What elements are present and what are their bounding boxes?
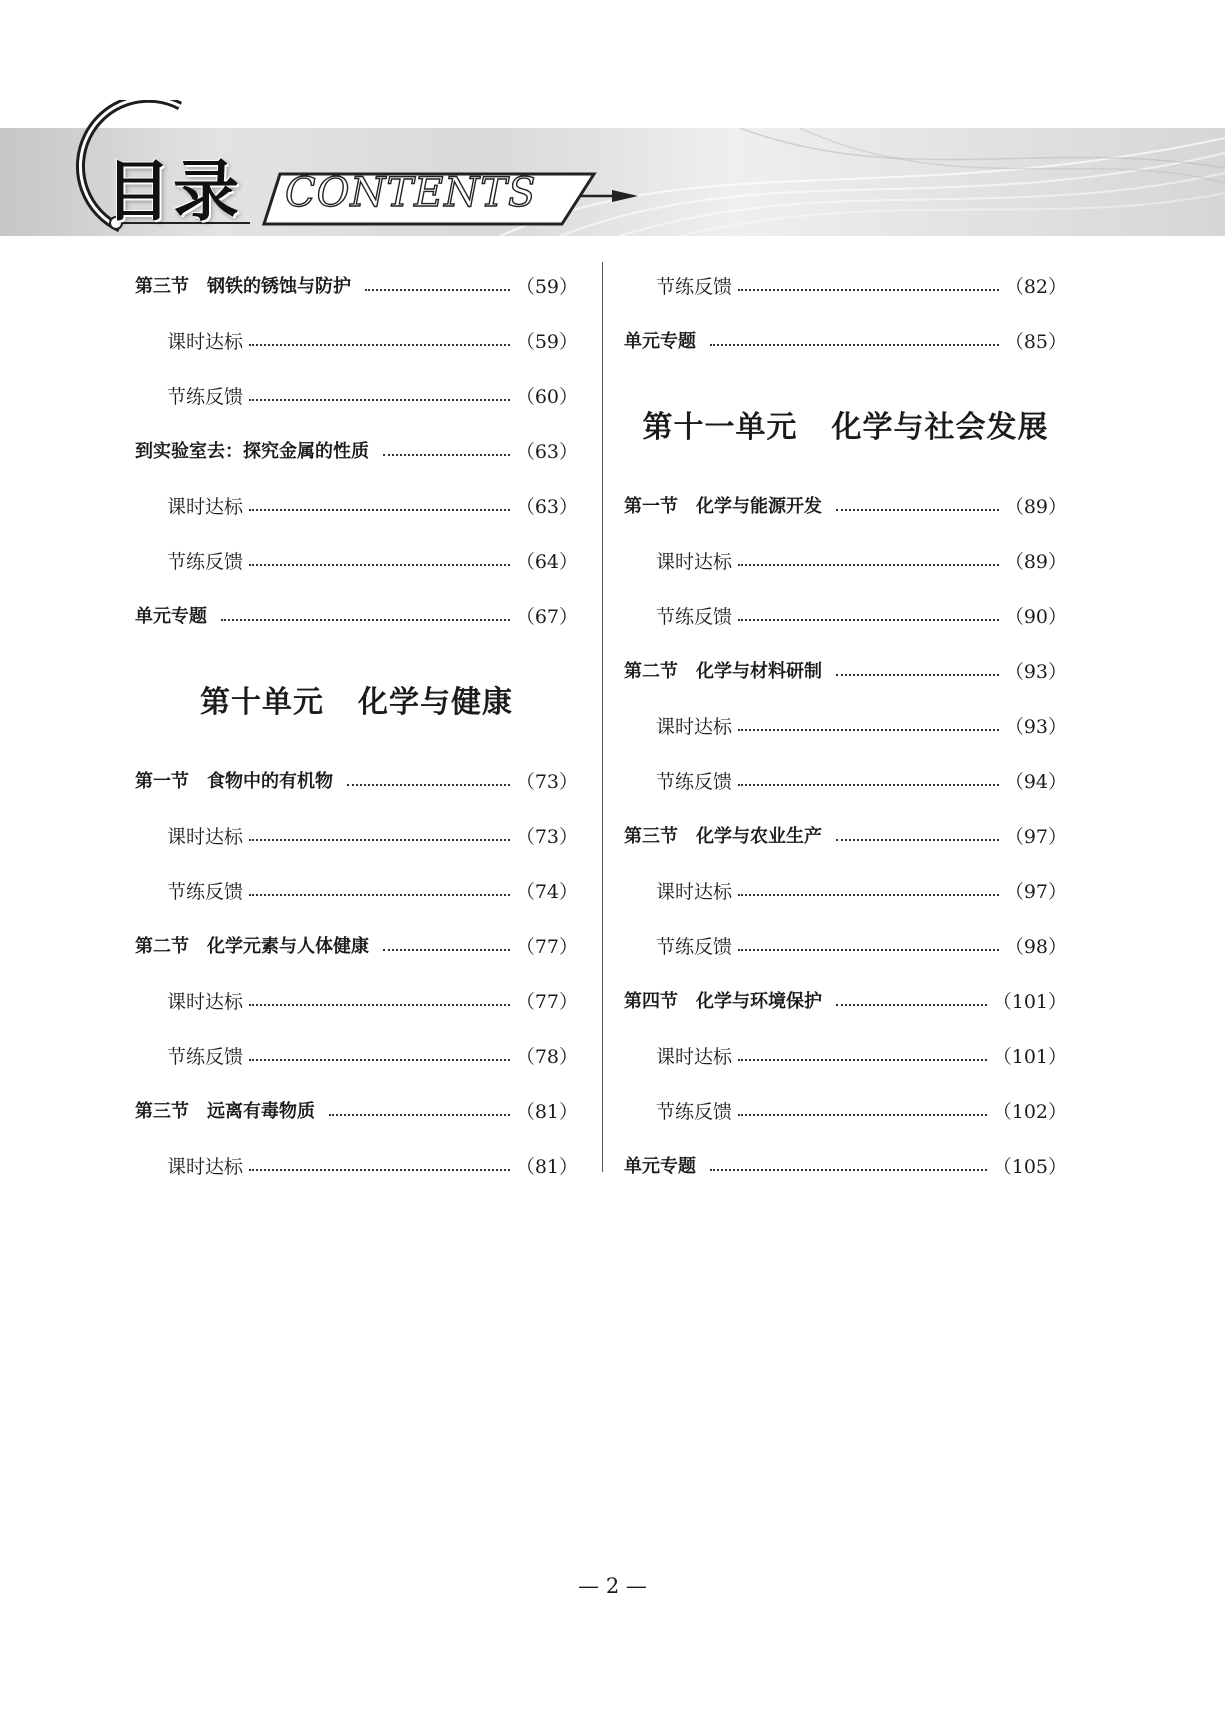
toc-right-column	[624, 259, 1067, 1194]
toc-page-number: （97）	[1004, 880, 1067, 903]
unit-number: 第十单元	[200, 685, 324, 720]
toc-entry-label: 节练反馈	[656, 275, 733, 298]
toc-entry-label: 课时达标	[656, 880, 733, 903]
toc-page-number: （67）	[515, 605, 578, 628]
dot-leader	[710, 1168, 987, 1171]
toc-section-entry[interactable]	[135, 259, 578, 314]
toc-subentry[interactable]	[135, 369, 578, 424]
toc-entry-label: 节练反馈	[167, 550, 244, 573]
unit-heading-11	[624, 369, 1067, 479]
toc-subentry[interactable]	[135, 809, 578, 864]
unit-number: 第十一单元	[642, 410, 798, 445]
dot-leader	[836, 508, 999, 511]
dot-leader	[738, 893, 999, 896]
toc-right-group-2	[624, 479, 1067, 1194]
toc-page-number: （98）	[1004, 935, 1067, 958]
dot-leader	[329, 1113, 510, 1116]
toc-subentry[interactable]	[135, 974, 578, 1029]
toc-entry-label: 第一节 食物中的有机物	[135, 770, 333, 792]
dot-leader	[249, 1168, 510, 1171]
toc-entry-label: 第四节 化学与环境保护	[624, 990, 822, 1012]
toc-entry-label: 节练反馈	[656, 605, 733, 628]
toc-subentry[interactable]	[624, 864, 1067, 919]
toc-section-entry[interactable]	[624, 314, 1067, 369]
toc-section-entry[interactable]	[135, 754, 578, 809]
toc-left-group-1	[135, 259, 578, 644]
toc-entry-label: 第二节 化学元素与人体健康	[135, 935, 369, 957]
toc-section-entry[interactable]	[624, 479, 1067, 534]
dot-leader	[249, 893, 510, 896]
toc-subentry[interactable]	[135, 534, 578, 589]
toc-section-entry[interactable]	[624, 644, 1067, 699]
toc-subentry[interactable]	[135, 864, 578, 919]
toc-page-number: （93）	[1004, 715, 1067, 738]
toc-entry-label: 第三节 化学与农业生产	[624, 825, 822, 847]
toc-entry-label: 课时达标	[656, 715, 733, 738]
toc-page-number: （85）	[1004, 330, 1067, 353]
toc-section-entry[interactable]	[624, 974, 1067, 1029]
toc-page-number: （78）	[515, 1045, 578, 1068]
toc-entry-label: 单元专题	[135, 605, 207, 627]
toc-page-number: （60）	[515, 385, 578, 408]
toc-entry-label: 第二节 化学与材料研制	[624, 660, 822, 682]
toc-page-number: （101）	[992, 990, 1067, 1013]
toc-entry-label: 第一节 化学与能源开发	[624, 495, 822, 517]
toc-entry-label: 课时达标	[167, 495, 244, 518]
toc-entry-label: 课时达标	[167, 1155, 244, 1178]
toc-subentry[interactable]	[624, 534, 1067, 589]
dot-leader	[738, 728, 999, 731]
toc-subentry[interactable]	[135, 1029, 578, 1084]
dot-leader	[738, 1113, 987, 1116]
toc-page-number: （89）	[1004, 550, 1067, 573]
toc-entry-label: 课时达标	[167, 330, 244, 353]
toc-entry-label: 单元专题	[624, 330, 696, 352]
dot-leader	[738, 563, 999, 566]
dot-leader	[836, 673, 999, 676]
toc-page-number: （102）	[992, 1100, 1067, 1123]
toc-page-number: （101）	[992, 1045, 1067, 1068]
toc-section-entry[interactable]	[135, 424, 578, 479]
toc-page-number: （77）	[515, 990, 578, 1013]
dot-leader	[249, 398, 510, 401]
dot-leader	[710, 343, 999, 346]
dot-leader	[738, 948, 999, 951]
toc-page-number: （82）	[1004, 275, 1067, 298]
toc-page-number: （97）	[1004, 825, 1067, 848]
toc-entry-label: 到实验室去：探究金属的性质	[135, 440, 369, 462]
toc-entry-label: 课时达标	[656, 1045, 733, 1068]
page-number: — 2 —	[578, 1574, 647, 1598]
toc-page-number: （81）	[515, 1155, 578, 1178]
dot-leader	[347, 783, 510, 786]
toc-subentry[interactable]	[624, 1084, 1067, 1139]
dot-leader	[249, 1058, 510, 1061]
dot-leader	[383, 453, 510, 456]
dot-leader	[249, 508, 510, 511]
toc-subentry[interactable]	[624, 699, 1067, 754]
toc-page-number: （63）	[515, 440, 578, 463]
toc-page-number: （64）	[515, 550, 578, 573]
toc-entry-label: 节练反馈	[656, 935, 733, 958]
unit-title: 化学与社会发展	[831, 410, 1049, 445]
dot-leader	[836, 1003, 987, 1006]
toc-section-entry[interactable]	[135, 589, 578, 644]
unit-title: 化学与健康	[358, 685, 513, 720]
dot-leader	[249, 1003, 510, 1006]
toc-right-group-1	[624, 259, 1067, 369]
toc-page-number: （73）	[515, 825, 578, 848]
toc-entry-label: 课时达标	[167, 990, 244, 1013]
dot-leader	[738, 288, 999, 291]
toc-subentry[interactable]	[624, 589, 1067, 644]
dot-leader	[249, 343, 510, 346]
toc-page-number: （73）	[515, 770, 578, 793]
contents-title-cn: 目录	[105, 152, 241, 230]
toc-subentry[interactable]	[135, 1139, 578, 1194]
dot-leader	[738, 783, 999, 786]
toc-page-number: （90）	[1004, 605, 1067, 628]
toc-page-number: （81）	[515, 1100, 578, 1123]
toc-entry-label: 第三节 远离有毒物质	[135, 1100, 315, 1122]
toc-left-column	[135, 259, 578, 1194]
toc-subentry[interactable]	[624, 259, 1067, 314]
toc-entry-label: 节练反馈	[167, 880, 244, 903]
dot-leader	[383, 948, 510, 951]
toc-page-number: （59）	[515, 330, 578, 353]
dot-leader	[738, 618, 999, 621]
toc-left-group-2	[135, 754, 578, 1194]
toc-subentry[interactable]	[624, 919, 1067, 974]
dot-leader	[738, 1058, 987, 1061]
dot-leader	[365, 288, 510, 291]
toc-subentry[interactable]	[624, 1029, 1067, 1084]
toc-entry-label: 节练反馈	[167, 1045, 244, 1068]
toc-entry-label: 课时达标	[656, 550, 733, 573]
dot-leader	[249, 563, 510, 566]
dot-leader	[249, 838, 510, 841]
toc-entry-label: 节练反馈	[656, 770, 733, 793]
toc-page-number: （94）	[1004, 770, 1067, 793]
dot-leader	[836, 838, 999, 841]
toc-page-number: （77）	[515, 935, 578, 958]
toc-section-entry[interactable]	[135, 1084, 578, 1139]
unit-heading-10	[135, 644, 578, 754]
toc-subentry[interactable]	[624, 754, 1067, 809]
toc-page-number: （93）	[1004, 660, 1067, 683]
toc-subentry[interactable]	[135, 314, 578, 369]
toc-section-entry[interactable]	[624, 1139, 1067, 1194]
column-divider	[602, 262, 603, 1172]
toc-entry-label: 单元专题	[624, 1155, 696, 1177]
toc-entry-label: 第三节 钢铁的锈蚀与防护	[135, 275, 351, 297]
toc-page-number: （89）	[1004, 495, 1067, 518]
toc-page-number: （63）	[515, 495, 578, 518]
toc-page-number: （74）	[515, 880, 578, 903]
toc-page-number: （105）	[992, 1155, 1067, 1178]
toc-entry-label: 课时达标	[167, 825, 244, 848]
toc-subentry[interactable]	[135, 479, 578, 534]
toc-section-entry[interactable]	[624, 809, 1067, 864]
toc-entry-label: 节练反馈	[656, 1100, 733, 1123]
toc-section-entry[interactable]	[135, 919, 578, 974]
toc-entry-label: 节练反馈	[167, 385, 244, 408]
dot-leader	[221, 618, 510, 621]
contents-title-en: CONTENTS	[285, 170, 537, 216]
toc-page-number: （59）	[515, 275, 578, 298]
